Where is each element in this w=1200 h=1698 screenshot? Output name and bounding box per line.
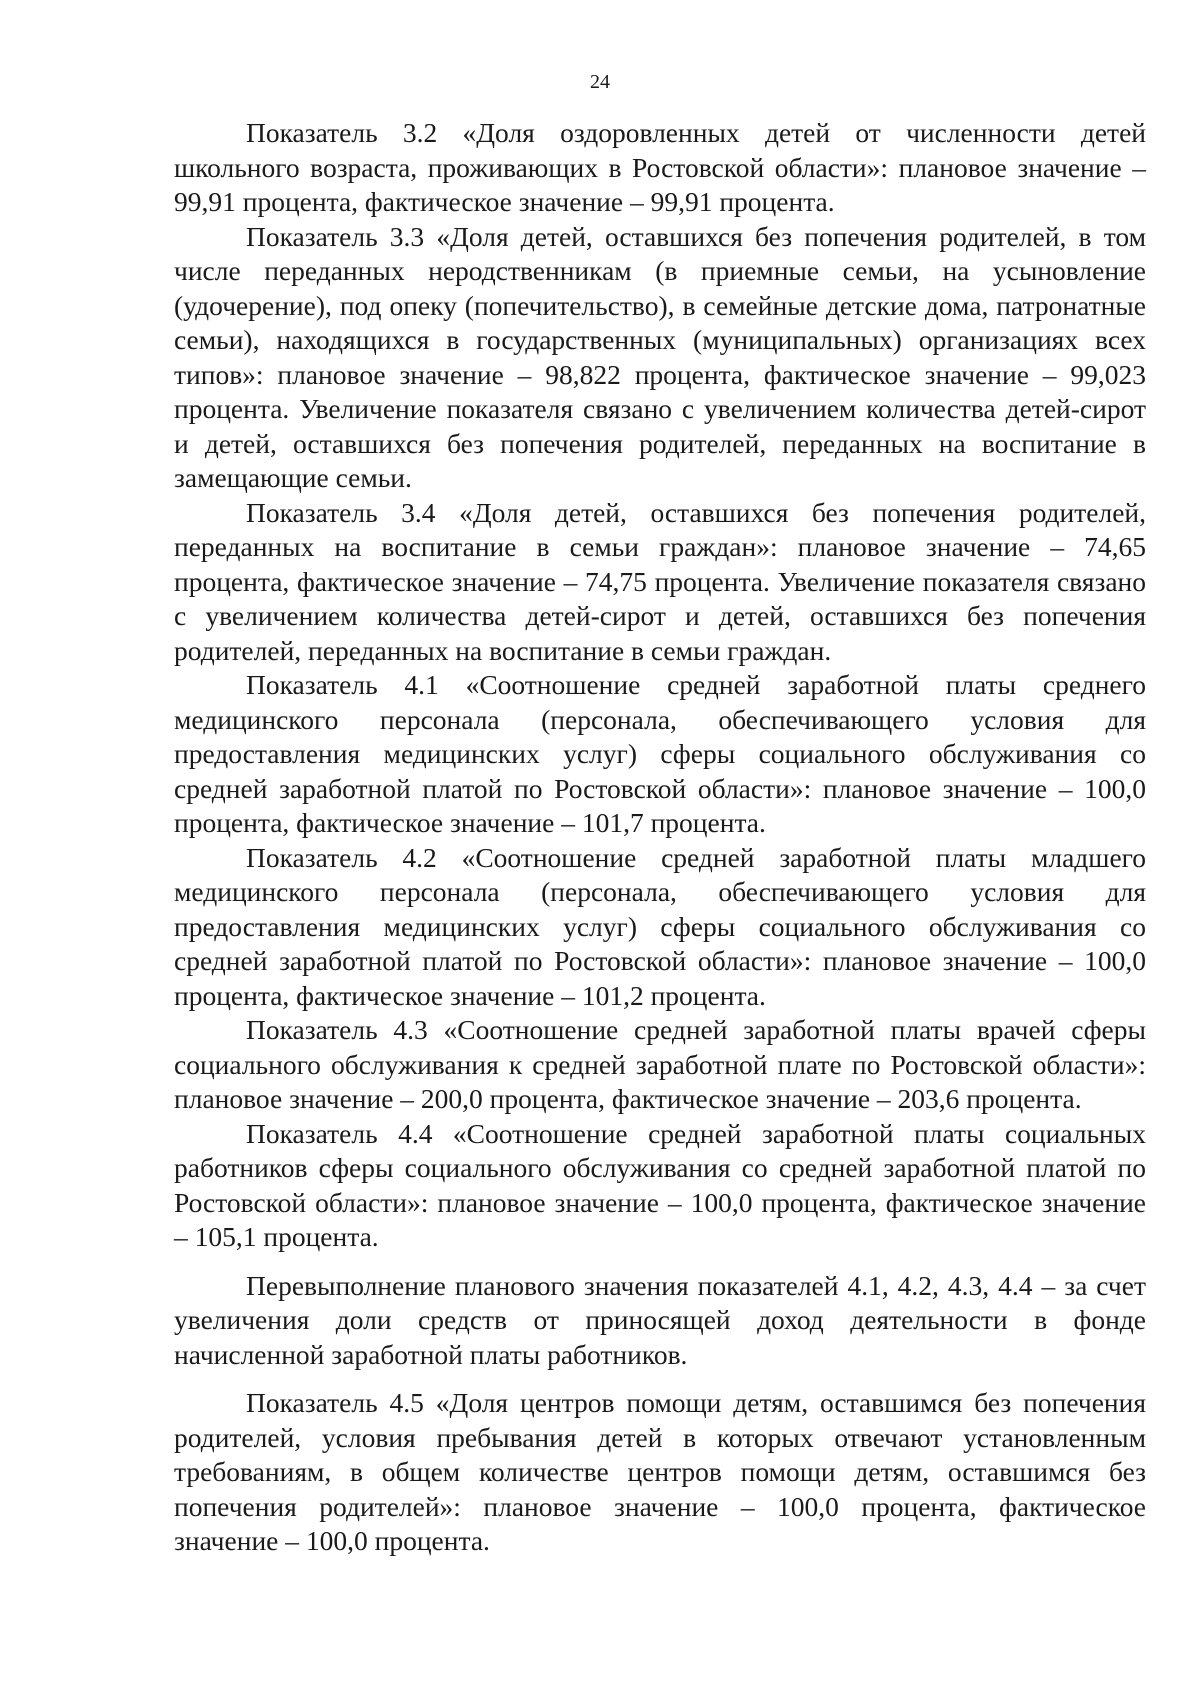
paragraph-indicator-4-4: Показатель 4.4 «Соотношение средней заработной платы социальных работников сферы социального обслуживания со средней заработной платой по Ростовской области»: плановое значение – 100,0 процента, фактическое значение – 105,1 процента. [174, 1117, 1146, 1252]
paragraph-indicator-4-3: Показатель 4.3 «Соотношение средней заработной платы врачей сферы социального обслуживания к средней заработной плате по Ростовской области»: плановое значение – 200,0 процента, фактическое значение – 203,6 процента. [174, 1014, 1146, 1114]
paragraph-indicator-4-2: Показатель 4.2 «Соотношение средней заработной платы младшего медицинского персонала (персонала, обеспечивающего условия для предоставления медицинских услуг) сферы социального обслуживания со средней заработной платой по Ростовской области»: плановое значение – 100,0 процента, фактическое значение – 101,2 процента. [174, 841, 1146, 1011]
document-body [174, 116, 1146, 1559]
paragraph-indicator-4-1: Показатель 4.1 «Соотношение средней заработной платы среднего медицинского персонала (персонала, обеспечивающего условия для предоставления медицинских услуг) сферы социального обслуживания со средней заработной платой по Ростовской области»: плановое значение – 100,0 процента, фактическое значение – 101,7 процента. [174, 669, 1146, 838]
paragraph-indicator-3-3: Показатель 3.3 «Доля детей, оставшихся без попечения родителей, в том числе переданных неродственникам (в приемные семьи, на усыновление (удочерение), под опеку (попечительство), в семейные детские дома, патронатные семьи), находящихся в государственных (муниципальных) организациях всех типов»: плановое значение – 98,822 процента, фактическое значение – 99,023 процента. Увеличение показателя связано с увеличением количества детей-сирот и детей, оставшихся без попечения родителей, переданных на воспитание в замещающие семьи. [174, 220, 1146, 493]
paragraph-indicator-3-4: Показатель 3.4 «Доля детей, оставшихся без попечения родителей, переданных на воспитание в семьи граждан»: плановое значение – 74,65 процента, фактическое значение – 74,75 процента. Увеличение показателя связано с увеличением количества детей-сирот и детей, оставшихся без попечения родителей, переданных на воспитание в семьи граждан. [174, 496, 1146, 666]
page-number: 24 [590, 71, 610, 93]
paragraph-indicator-4-5: Показатель 4.5 «Доля центров помощи детям, оставшимся без попечения родителей, условия пребывания детей в которых отвечают установленным требованиям, в общем количестве центров помощи детям, оставшимся без попечения родителей»: плановое значение – 100,0 процента, фактическое значение – 100,0 процента. [174, 1387, 1146, 1556]
paragraph-indicator-3-2: Показатель 3.2 «Доля оздоровленных детей от численности детей школьного возраста, проживающих в Ростовской области»: плановое значение – 99,91 процента, фактическое значение – 99,91 процента. [174, 117, 1146, 217]
paragraph-overfulfillment-note: Перевыполнение планового значения показателей 4.1, 4.2, 4.3, 4.4 – за счет увеличения доли средств от приносящей доход деятельности в фонде начисленной заработной платы работников. [174, 1269, 1146, 1370]
